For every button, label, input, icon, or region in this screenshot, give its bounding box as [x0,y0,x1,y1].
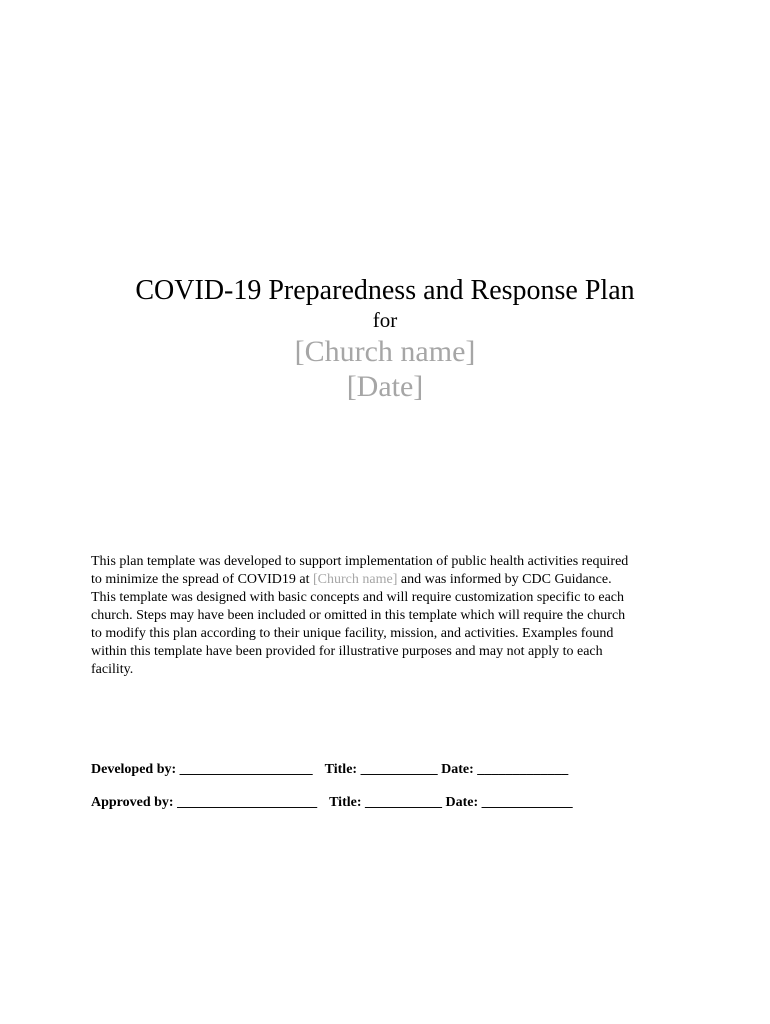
title-for: for [372,308,398,332]
approved-date-label: Date: [445,795,482,810]
intro-line: This plan template was developed to support implementation of public health activities required [91,554,629,569]
intro-paragraph [91,553,681,679]
date-placeholder: [Date] [346,370,424,403]
intro-line: This template was designed with basic concepts and will require customization specific to each [91,590,624,605]
church-name-placeholder: [Church name] [294,335,476,368]
intro-line: facility. [91,662,134,677]
approved-date-blank[interactable]: _____________ [481,795,573,810]
intro-line: church. Steps may have been included or omitted in this template which will require the church [91,608,626,623]
developed-title-label: Title: [324,762,361,777]
intro-text: to minimize the spread of COVID19 at [91,572,314,587]
inline-church-placeholder: [Church name] [313,572,398,587]
developed-title-blank[interactable]: ___________ [360,762,438,777]
intro-line [91,571,681,589]
approved-title-blank[interactable]: ___________ [365,795,442,810]
developed-date-blank[interactable]: _____________ [477,762,569,777]
approved-by-blank[interactable]: ____________________ [177,795,318,810]
intro-text: and was informed by CDC Guidance. [397,572,612,587]
approved-title-label: Title: [329,795,365,810]
developed-by-blank[interactable]: ___________________ [179,762,313,777]
approved-by-line [91,794,573,812]
document-title: COVID-19 Preparedness and Response Plan [135,275,635,306]
approved-by-label: Approved by: [91,795,178,810]
intro-line: within this template have been provided for illustrative purposes and may not apply to each [91,644,603,659]
developed-date-label: Date: [441,762,478,777]
developed-by-label: Developed by: [91,762,180,777]
developed-by-line [91,761,568,779]
intro-line: to modify this plan according to their unique facility, mission, and activities. Examples found [91,626,614,641]
